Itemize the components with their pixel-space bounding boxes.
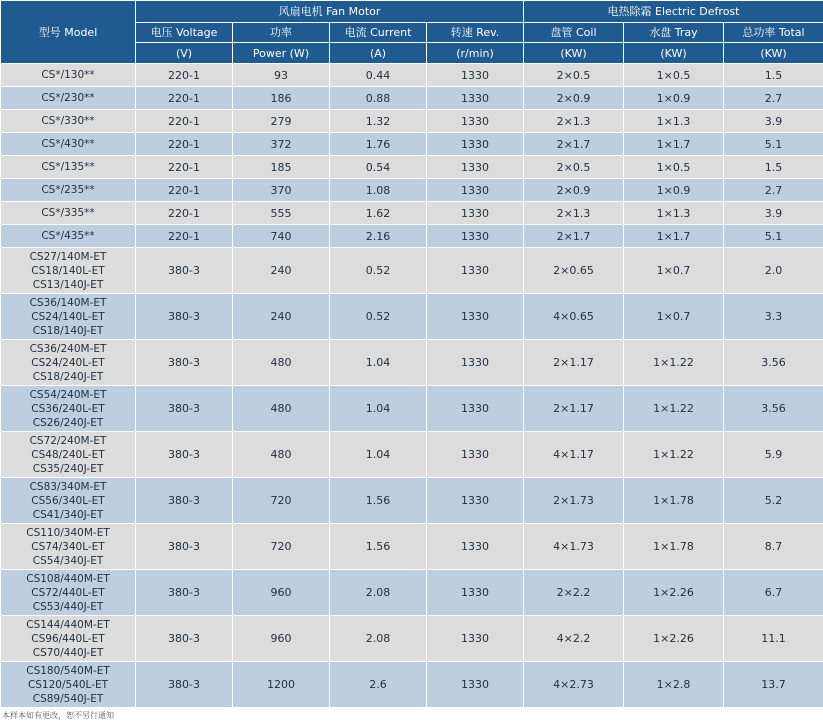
model-line: CS54/240M-ET: [1, 388, 135, 402]
cell-voltage: 380-3: [136, 616, 233, 662]
model-line: CS83/340M-ET: [1, 480, 135, 494]
model-line: CS*/330**: [1, 114, 135, 128]
cell-tray: 1×0.9: [624, 179, 724, 202]
cell-total: 13.7: [724, 662, 823, 708]
model-line: CS18/140J-ET: [1, 324, 135, 338]
cell-tray: 1×0.9: [624, 87, 724, 110]
cell-rev: 1330: [427, 478, 524, 524]
header-power-unit: Power (W): [233, 43, 330, 64]
cell-model: [1, 524, 136, 570]
cell-coil: 2×1.7: [524, 225, 624, 248]
cell-current: 1.62: [330, 202, 427, 225]
header-current-unit: (A): [330, 43, 427, 64]
cell-voltage: 220-1: [136, 87, 233, 110]
cell-voltage: 380-3: [136, 524, 233, 570]
model-line: CS120/540L-ET: [1, 678, 135, 692]
cell-tray: 1×1.78: [624, 524, 724, 570]
cell-power: 240: [233, 294, 330, 340]
model-line: CS144/440M-ET: [1, 618, 135, 632]
cell-power: 279: [233, 110, 330, 133]
cell-model: [1, 340, 136, 386]
cell-model: [1, 156, 136, 179]
cell-tray: 1×1.3: [624, 110, 724, 133]
table-row: [1, 524, 823, 570]
header-rev-unit: (r/min): [427, 43, 524, 64]
cell-power: 960: [233, 616, 330, 662]
cell-total: 5.1: [724, 225, 823, 248]
cell-power: 93: [233, 64, 330, 87]
cell-power: 480: [233, 340, 330, 386]
cell-model: [1, 570, 136, 616]
table-header: [1, 1, 823, 64]
cell-rev: 1330: [427, 133, 524, 156]
cell-total: 3.3: [724, 294, 823, 340]
model-line: CS70/440J-ET: [1, 646, 135, 660]
cell-power: 480: [233, 432, 330, 478]
table-row: [1, 202, 823, 225]
cell-model: [1, 179, 136, 202]
table-row: [1, 616, 823, 662]
cell-power: 240: [233, 248, 330, 294]
cell-total: 3.56: [724, 340, 823, 386]
cell-current: 0.52: [330, 248, 427, 294]
cell-tray: 1×2.26: [624, 616, 724, 662]
cell-coil: 2×1.73: [524, 478, 624, 524]
cell-model: [1, 432, 136, 478]
cell-coil: 4×1.73: [524, 524, 624, 570]
cell-voltage: 220-1: [136, 64, 233, 87]
cell-rev: 1330: [427, 179, 524, 202]
cell-power: 720: [233, 478, 330, 524]
cell-voltage: 380-3: [136, 478, 233, 524]
cell-rev: 1330: [427, 225, 524, 248]
cell-power: 185: [233, 156, 330, 179]
table-row: [1, 110, 823, 133]
model-line: CS*/130**: [1, 68, 135, 82]
cell-model: [1, 248, 136, 294]
cell-current: 0.44: [330, 64, 427, 87]
model-line: CS*/135**: [1, 160, 135, 174]
cell-model: [1, 202, 136, 225]
cell-voltage: 220-1: [136, 156, 233, 179]
model-line: CS24/240L-ET: [1, 356, 135, 370]
model-line: CS*/435**: [1, 229, 135, 243]
table-row: [1, 294, 823, 340]
cell-total: 5.1: [724, 133, 823, 156]
cell-model: [1, 478, 136, 524]
cell-tray: 1×2.26: [624, 570, 724, 616]
model-line: CS56/340L-ET: [1, 494, 135, 508]
model-line: CS74/340L-ET: [1, 540, 135, 554]
model-line: CS18/140L-ET: [1, 264, 135, 278]
cell-current: 2.08: [330, 570, 427, 616]
model-line: CS27/140M-ET: [1, 250, 135, 264]
header-power: 功率: [233, 23, 330, 43]
cell-current: 1.56: [330, 524, 427, 570]
table-row: [1, 133, 823, 156]
cell-coil: 2×1.17: [524, 340, 624, 386]
cell-coil: 2×1.17: [524, 386, 624, 432]
cell-rev: 1330: [427, 386, 524, 432]
cell-rev: 1330: [427, 340, 524, 386]
cell-total: 2.0: [724, 248, 823, 294]
cell-power: 555: [233, 202, 330, 225]
cell-rev: 1330: [427, 202, 524, 225]
cell-power: 1200: [233, 662, 330, 708]
cell-coil: 2×1.3: [524, 110, 624, 133]
cell-coil: 2×2.2: [524, 570, 624, 616]
cell-total: 5.2: [724, 478, 823, 524]
table-row: [1, 225, 823, 248]
header-fan-motor: 风扇电机 Fan Motor: [136, 1, 524, 23]
cell-voltage: 380-3: [136, 294, 233, 340]
table-row: [1, 87, 823, 110]
table-row: [1, 248, 823, 294]
cell-rev: 1330: [427, 570, 524, 616]
cell-rev: 1330: [427, 294, 524, 340]
cell-coil: 2×1.3: [524, 202, 624, 225]
cell-model: [1, 133, 136, 156]
cell-power: 960: [233, 570, 330, 616]
cell-total: 3.9: [724, 110, 823, 133]
cell-tray: 1×0.5: [624, 156, 724, 179]
model-line: CS54/340J-ET: [1, 554, 135, 568]
cell-tray: 1×0.7: [624, 294, 724, 340]
model-line: CS36/240M-ET: [1, 342, 135, 356]
cell-voltage: 220-1: [136, 110, 233, 133]
cell-current: 1.32: [330, 110, 427, 133]
model-line: CS89/540J-ET: [1, 692, 135, 706]
cell-current: 2.16: [330, 225, 427, 248]
cell-tray: 1×1.78: [624, 478, 724, 524]
cell-current: 1.76: [330, 133, 427, 156]
cell-tray: 1×1.22: [624, 340, 724, 386]
cell-power: 740: [233, 225, 330, 248]
cell-current: 0.54: [330, 156, 427, 179]
cell-total: 1.5: [724, 64, 823, 87]
cell-tray: 1×1.3: [624, 202, 724, 225]
table-row: [1, 386, 823, 432]
model-line: CS24/140L-ET: [1, 310, 135, 324]
cell-current: 0.88: [330, 87, 427, 110]
cell-rev: 1330: [427, 662, 524, 708]
cell-rev: 1330: [427, 432, 524, 478]
model-line: CS53/440J-ET: [1, 600, 135, 614]
cell-current: 1.04: [330, 386, 427, 432]
cell-coil: 4×1.17: [524, 432, 624, 478]
cell-current: 2.08: [330, 616, 427, 662]
cell-voltage: 380-3: [136, 662, 233, 708]
header-total: 总功率 Total: [724, 23, 823, 43]
model-line: CS36/240L-ET: [1, 402, 135, 416]
cell-coil: 4×0.65: [524, 294, 624, 340]
cell-coil: 2×0.5: [524, 156, 624, 179]
cell-tray: 1×2.8: [624, 662, 724, 708]
cell-rev: 1330: [427, 64, 524, 87]
cell-model: [1, 294, 136, 340]
model-line: CS110/340M-ET: [1, 526, 135, 540]
cell-model: [1, 64, 136, 87]
model-line: CS35/240J-ET: [1, 462, 135, 476]
cell-current: 1.08: [330, 179, 427, 202]
header-tray-unit: (KW): [624, 43, 724, 64]
cell-rev: 1330: [427, 110, 524, 133]
cell-current: 1.56: [330, 478, 427, 524]
cell-rev: 1330: [427, 156, 524, 179]
model-line: CS*/430**: [1, 137, 135, 151]
header-electric-defrost: 电热除霜 Electric Defrost: [524, 1, 823, 23]
header-current: 电流 Current: [330, 23, 427, 43]
table-row: [1, 64, 823, 87]
header-voltage-unit: (V): [136, 43, 233, 64]
cell-tray: 1×1.22: [624, 386, 724, 432]
header-model: 型号 Model: [1, 1, 136, 64]
cell-voltage: 220-1: [136, 133, 233, 156]
cell-total: 6.7: [724, 570, 823, 616]
cell-tray: 1×1.7: [624, 225, 724, 248]
cell-total: 3.9: [724, 202, 823, 225]
model-line: CS*/335**: [1, 206, 135, 220]
cell-voltage: 220-1: [136, 202, 233, 225]
cell-power: 370: [233, 179, 330, 202]
table-row: [1, 478, 823, 524]
header-coil: 盘管 Coil: [524, 23, 624, 43]
table-row: [1, 570, 823, 616]
model-line: CS13/140J-ET: [1, 278, 135, 292]
header-total-unit: (KW): [724, 43, 823, 64]
cell-voltage: 220-1: [136, 225, 233, 248]
model-line: CS41/340J-ET: [1, 508, 135, 522]
cell-rev: 1330: [427, 248, 524, 294]
cell-coil: 4×2.2: [524, 616, 624, 662]
model-line: CS72/440L-ET: [1, 586, 135, 600]
cell-tray: 1×0.5: [624, 64, 724, 87]
cell-voltage: 220-1: [136, 179, 233, 202]
cell-model: [1, 110, 136, 133]
model-line: CS18/240J-ET: [1, 370, 135, 384]
footnote: 本样本如有更改，恕不另行通知: [2, 710, 114, 721]
model-line: CS26/240J-ET: [1, 416, 135, 430]
cell-coil: 2×0.5: [524, 64, 624, 87]
cell-voltage: 380-3: [136, 570, 233, 616]
cell-coil: 2×0.65: [524, 248, 624, 294]
cell-current: 2.6: [330, 662, 427, 708]
table-body: [1, 64, 823, 708]
model-line: CS96/440L-ET: [1, 632, 135, 646]
table-row: [1, 156, 823, 179]
model-line: CS*/235**: [1, 183, 135, 197]
model-line: CS180/540M-ET: [1, 664, 135, 678]
cell-model: [1, 616, 136, 662]
cell-total: 8.7: [724, 524, 823, 570]
model-line: CS*/230**: [1, 91, 135, 105]
cell-current: 0.52: [330, 294, 427, 340]
cell-total: 2.7: [724, 179, 823, 202]
cell-coil: 2×0.9: [524, 179, 624, 202]
cell-power: 480: [233, 386, 330, 432]
header-coil-unit: (KW): [524, 43, 624, 64]
model-line: CS108/440M-ET: [1, 572, 135, 586]
cell-tray: 1×1.7: [624, 133, 724, 156]
cell-total: 3.56: [724, 386, 823, 432]
cell-rev: 1330: [427, 524, 524, 570]
cell-power: 186: [233, 87, 330, 110]
cell-total: 5.9: [724, 432, 823, 478]
cell-power: 372: [233, 133, 330, 156]
table-row: [1, 179, 823, 202]
table-row: [1, 340, 823, 386]
cell-coil: 2×0.9: [524, 87, 624, 110]
table-row: [1, 432, 823, 478]
cell-rev: 1330: [427, 616, 524, 662]
cell-voltage: 380-3: [136, 432, 233, 478]
cell-model: [1, 87, 136, 110]
cell-model: [1, 386, 136, 432]
cell-total: 1.5: [724, 156, 823, 179]
cell-voltage: 380-3: [136, 340, 233, 386]
cell-coil: 4×2.73: [524, 662, 624, 708]
cell-total: 11.1: [724, 616, 823, 662]
cell-model: [1, 662, 136, 708]
cell-tray: 1×0.7: [624, 248, 724, 294]
cell-voltage: 380-3: [136, 248, 233, 294]
model-line: CS48/240L-ET: [1, 448, 135, 462]
cell-rev: 1330: [427, 87, 524, 110]
header-rev: 转速 Rev.: [427, 23, 524, 43]
cell-tray: 1×1.22: [624, 432, 724, 478]
cell-current: 1.04: [330, 340, 427, 386]
cell-total: 2.7: [724, 87, 823, 110]
header-tray: 水盘 Tray: [624, 23, 724, 43]
cell-voltage: 380-3: [136, 386, 233, 432]
cell-coil: 2×1.7: [524, 133, 624, 156]
model-line: CS36/140M-ET: [1, 296, 135, 310]
cell-model: [1, 225, 136, 248]
cell-power: 720: [233, 524, 330, 570]
header-voltage: 电压 Voltage: [136, 23, 233, 43]
cell-current: 1.04: [330, 432, 427, 478]
table-row: [1, 662, 823, 708]
model-line: CS72/240M-ET: [1, 434, 135, 448]
